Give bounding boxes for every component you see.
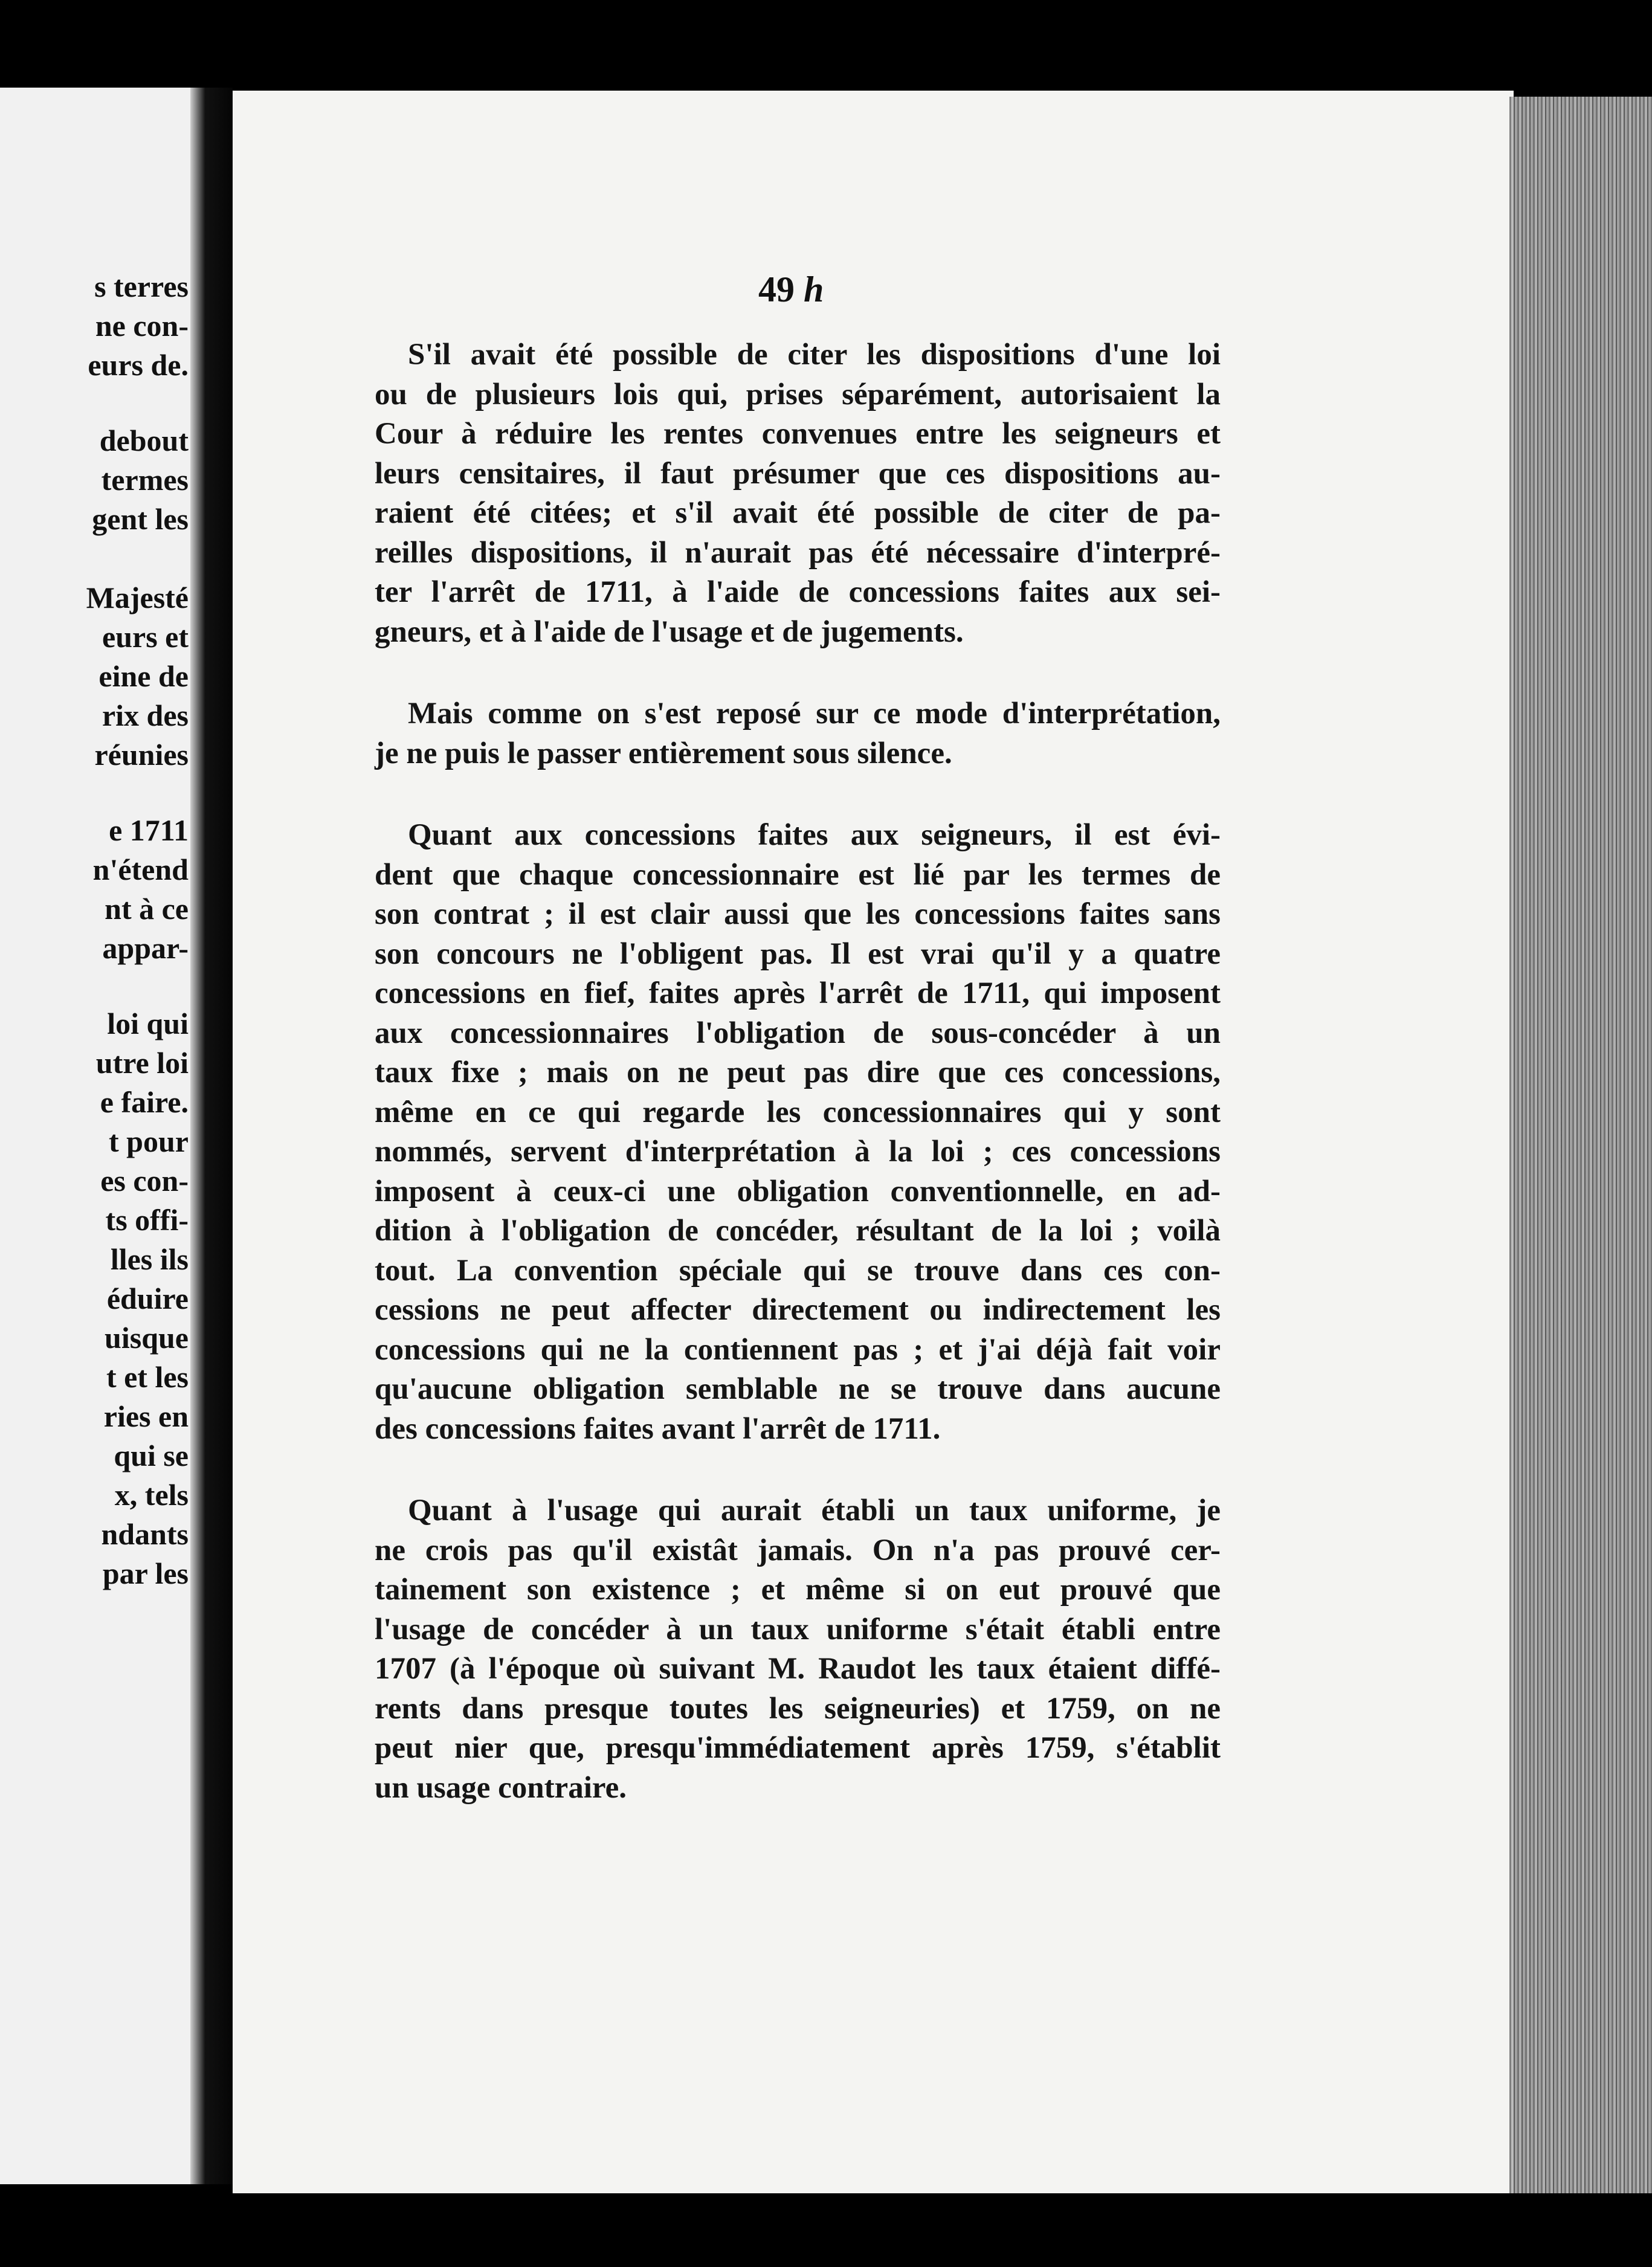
paragraph-gap xyxy=(375,1449,1221,1491)
text-line: leurs censitaires, il faut présumer que ces dispositions au- xyxy=(375,456,1221,491)
text-line: 1707 (à l'époque où suivant M. Raudot les taux étaient diffé- xyxy=(375,1652,1221,1686)
left-page-line: lles ils xyxy=(110,1242,189,1276)
left-page-line: eurs et xyxy=(102,620,189,654)
left-page-line: s terres xyxy=(94,269,189,303)
text-line: tout. La convention spéciale qui se trouve dans ces con- xyxy=(375,1253,1221,1288)
text-line: cessions ne peut affecter directement ou indirectement les xyxy=(375,1293,1221,1327)
left-page-line: ne con- xyxy=(95,309,189,343)
text-line: peut nier que, presqu'immédiatement après 1759, s'établit xyxy=(375,1731,1221,1765)
text-line: ou de plusieurs lois qui, prises séparément, autorisaient la xyxy=(375,377,1221,411)
paragraph-gap xyxy=(375,652,1221,694)
left-page-line: x, tels xyxy=(114,1478,189,1512)
paragraph xyxy=(375,694,1221,773)
paragraph xyxy=(375,816,1221,1449)
left-page-line: t pour xyxy=(109,1124,189,1158)
text-line: aux concessionnaires l'obligation de sous-concéder à un xyxy=(375,1016,1221,1050)
left-page-line: eurs de. xyxy=(88,348,189,382)
page-fore-edge xyxy=(1509,97,1652,2193)
text-line: S'il avait été possible de citer les dispositions d'une loi xyxy=(408,338,1221,372)
left-page-line: es con- xyxy=(100,1164,189,1198)
left-page-line: Majesté xyxy=(86,581,189,614)
text-line: reilles dispositions, il n'aurait pas été nécessaire d'interpré- xyxy=(375,535,1221,570)
text-line: des concessions faites avant l'arrêt de 1711. xyxy=(375,1411,941,1446)
left-page-line: eine de xyxy=(98,659,189,693)
left-page-line: e 1711 xyxy=(109,813,189,847)
left-page-line: ts offi- xyxy=(105,1203,189,1237)
text-line: son concours ne l'obligent pas. Il est vrai qu'il y a quatre xyxy=(375,937,1221,971)
text-line: ne crois pas qu'il existât jamais. On n'a pas prouvé cer- xyxy=(375,1533,1221,1567)
text-line: Mais comme on s'est reposé sur ce mode d'interprétation, xyxy=(408,697,1221,730)
book-gutter xyxy=(190,88,233,2184)
text-line: concessions en fief, faites après l'arrêt de 1711, qui imposent xyxy=(375,976,1221,1010)
left-page-line: appar- xyxy=(102,931,189,965)
left-page-line: qui se xyxy=(114,1439,189,1472)
left-page-line: termes xyxy=(101,463,189,497)
paragraph-gap xyxy=(375,773,1221,816)
left-page-line: réunies xyxy=(94,738,189,772)
left-page-line: ndants xyxy=(101,1517,189,1551)
text-line: raient été citées; et s'il avait été possible de citer de pa- xyxy=(375,496,1221,530)
left-page-line: ries en xyxy=(103,1399,189,1433)
page-number xyxy=(758,269,879,311)
text-line: tainement son existence ; et même si on eut prouvé que xyxy=(375,1573,1221,1607)
text-line: son contrat ; il est clair aussi que les concessions faites sans xyxy=(375,897,1221,931)
left-page-fragment xyxy=(0,88,190,2184)
page-number-value: 49 xyxy=(758,269,795,309)
left-page-line: gent les xyxy=(92,502,189,536)
left-page-line: debout xyxy=(99,424,189,457)
text-line: concessions qui ne la contiennent pas ; et j'ai déjà fait voir xyxy=(375,1332,1221,1367)
text-line: Cour à réduire les rentes convenues entre les seigneurs et xyxy=(375,417,1221,451)
left-page-line: e faire. xyxy=(100,1085,189,1119)
text-line: un usage contraire. xyxy=(375,1770,627,1805)
text-line: nommés, servent d'interprétation à la loi ; ces concessions xyxy=(375,1135,1221,1169)
left-page-line: rix des xyxy=(102,698,189,732)
paragraph xyxy=(375,1491,1221,1808)
left-page-line: n'étend xyxy=(92,853,189,886)
left-page-line: utre loi xyxy=(95,1046,189,1080)
text-line: même en ce qui regarde les concessionnaires qui y sont xyxy=(375,1095,1221,1129)
left-page-line: t et les xyxy=(106,1360,189,1394)
text-line: rents dans presque toutes les seigneuries) et 1759, on ne xyxy=(375,1691,1221,1726)
body-text xyxy=(375,335,1221,1808)
page-number-suffix: h xyxy=(804,269,824,309)
text-line: Quant aux concessions faites aux seigneurs, il est évi- xyxy=(408,818,1221,852)
text-line: qu'aucune obligation semblable ne se trouve dans aucune xyxy=(375,1372,1221,1406)
text-line: Quant à l'usage qui aurait établi un taux uniforme, je xyxy=(408,1494,1221,1527)
left-page-line: éduire xyxy=(106,1282,189,1315)
left-page-line: nt à ce xyxy=(105,892,189,926)
left-page-line: par les xyxy=(102,1556,189,1590)
text-line: taux fixe ; mais on ne peut pas dire que ces concessions, xyxy=(375,1056,1221,1089)
text-line: l'usage de concéder à un taux uniforme s'était établi entre xyxy=(375,1612,1221,1646)
paragraph xyxy=(375,335,1221,652)
text-line: imposent à ceux-ci une obligation conventionnelle, en ad- xyxy=(375,1174,1221,1208)
text-line: je ne puis le passer entièrement sous silence. xyxy=(375,736,952,770)
left-page-line: loi qui xyxy=(107,1007,189,1040)
text-line: dent que chaque concessionnaire est lié par les termes de xyxy=(375,857,1221,892)
text-line: ter l'arrêt de 1711, à l'aide de concessions faites aux sei- xyxy=(375,575,1221,609)
left-page-line: uisque xyxy=(105,1321,189,1355)
text-line: gneurs, et à l'aide de l'usage et de jugements. xyxy=(375,614,964,649)
text-line: dition à l'obligation de concéder, résultant de la loi ; voilà xyxy=(375,1214,1221,1248)
